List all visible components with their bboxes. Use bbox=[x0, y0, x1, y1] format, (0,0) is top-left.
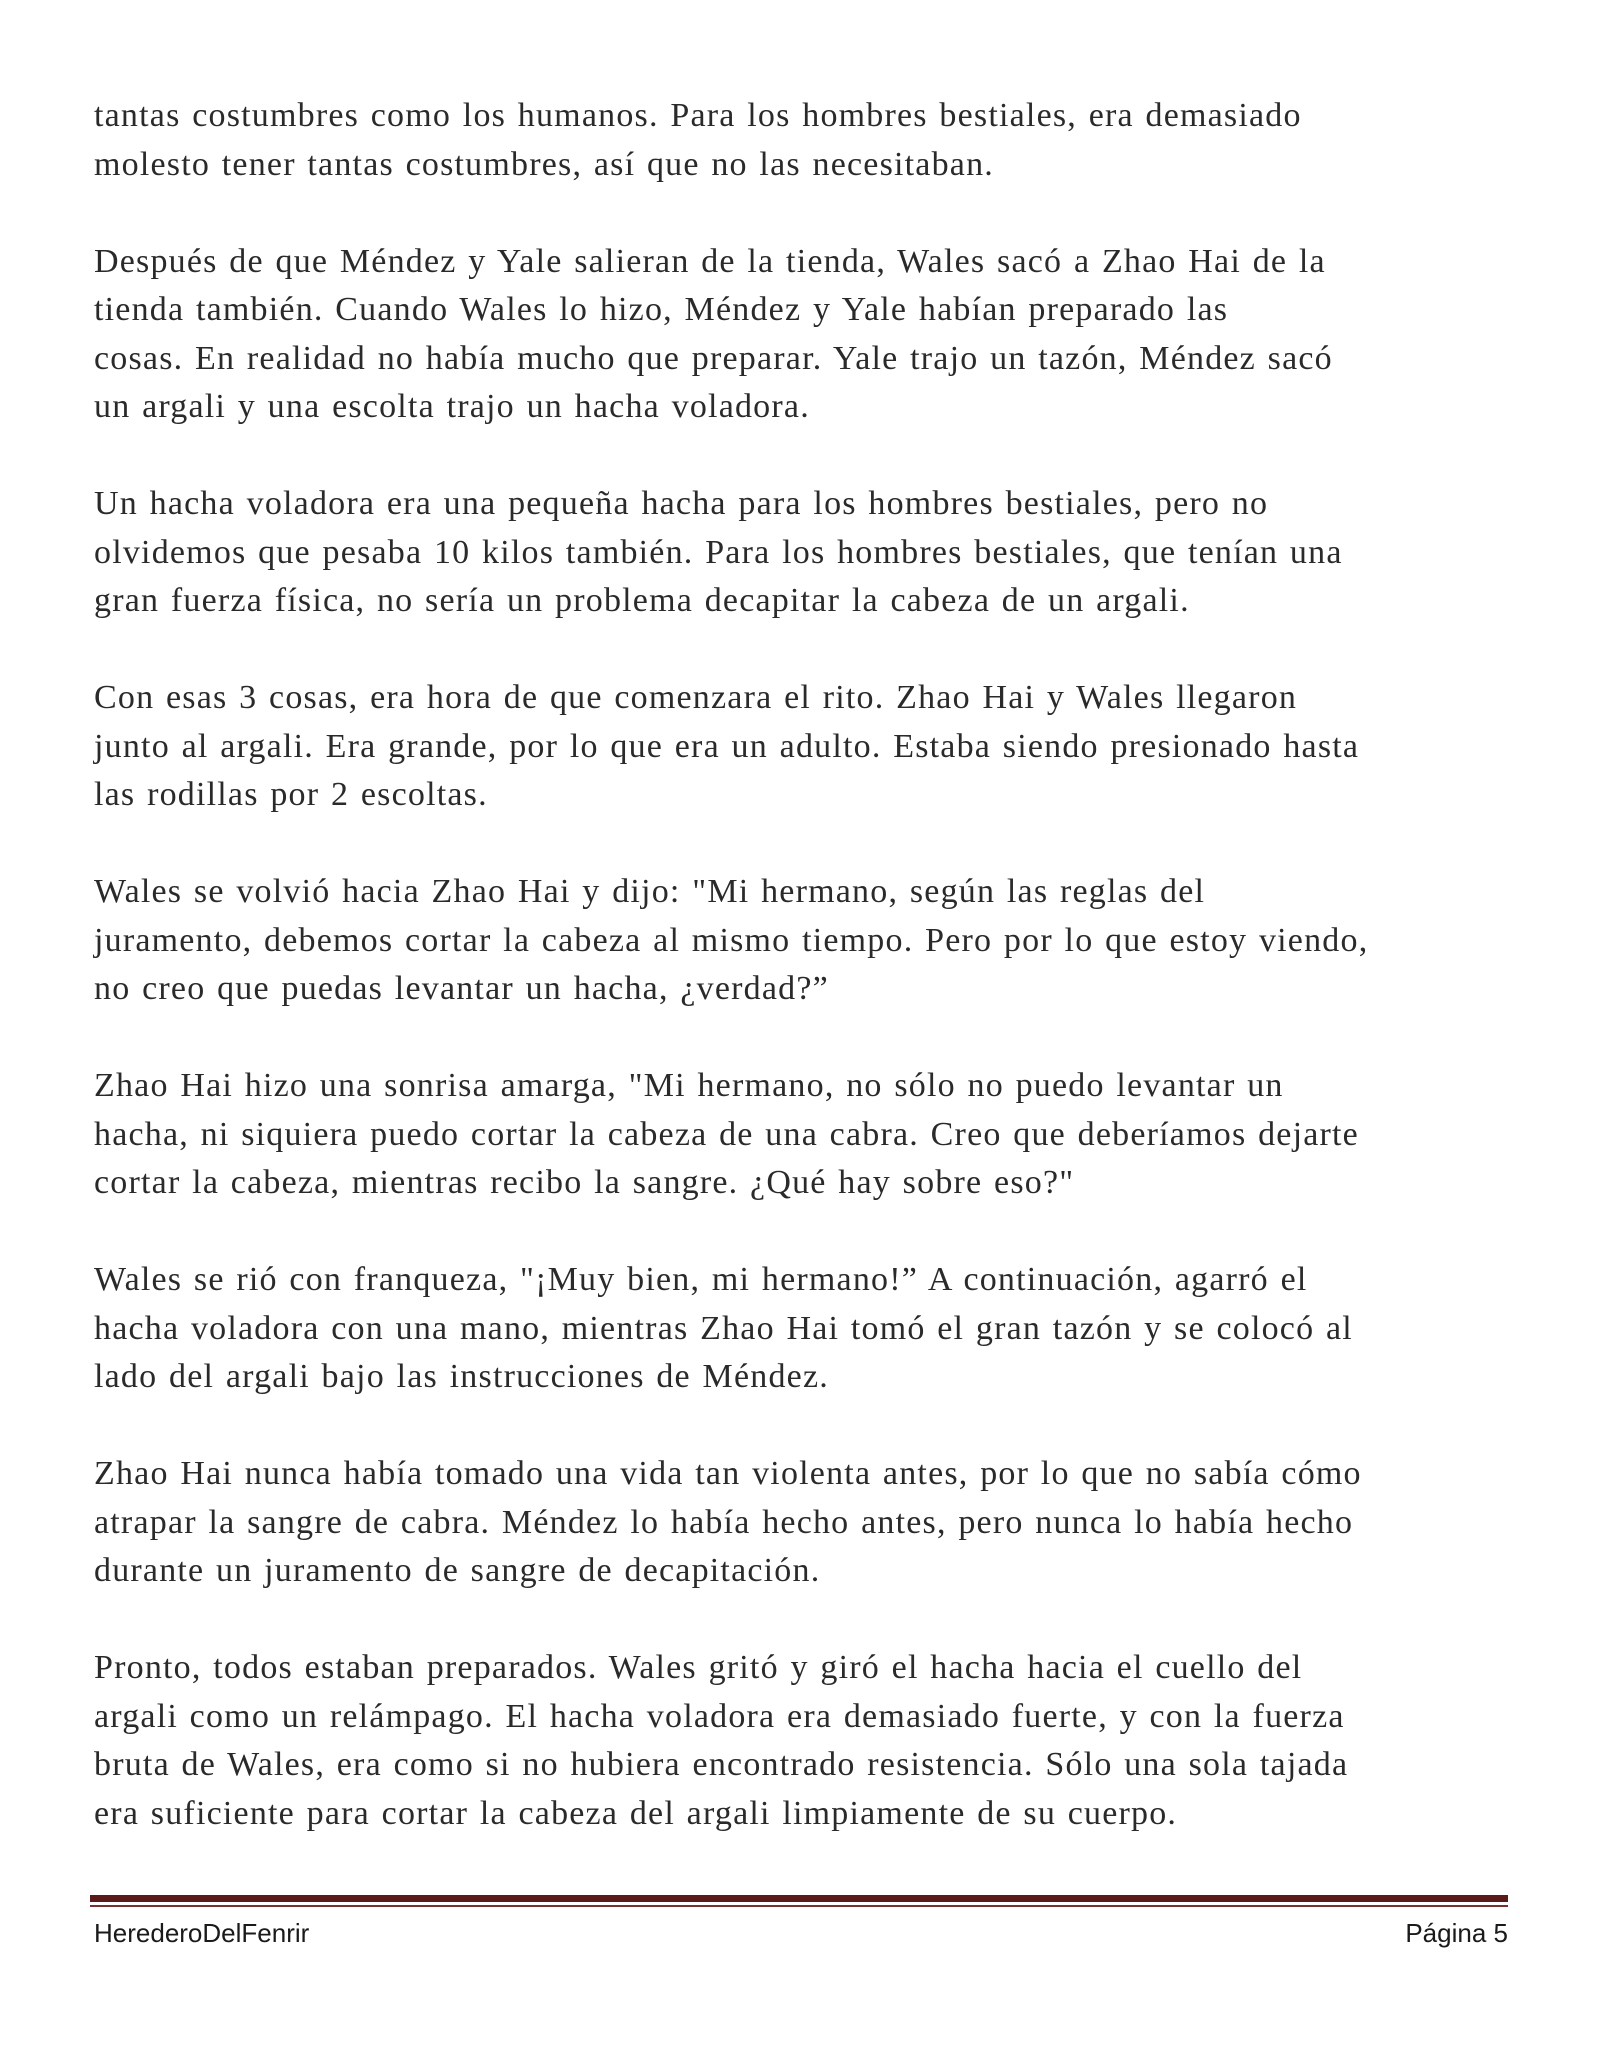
footer-divider-thick bbox=[90, 1895, 1508, 1902]
paragraph-5 bbox=[94, 868, 1514, 1014]
paragraph-2 bbox=[94, 238, 1514, 432]
paragraph-7 bbox=[94, 1256, 1514, 1402]
text-line: Después de que Méndez y Yale salieran de la tienda, Wales sacó a Zhao Hai de la bbox=[94, 242, 1326, 280]
paragraph-4 bbox=[94, 674, 1514, 820]
text-line: atrapar la sangre de cabra. Méndez lo había hecho antes, pero nunca lo había hecho bbox=[94, 1503, 1354, 1541]
paragraph-9 bbox=[94, 1644, 1514, 1838]
text-line: juramento, debemos cortar la cabeza al mismo tiempo. Pero por lo que estoy viendo, bbox=[94, 921, 1369, 959]
text-line: olvidemos que pesaba 10 kilos también. Para los hombres bestiales, que tenían una bbox=[94, 533, 1343, 571]
footer-author: HerederoDelFenrir bbox=[94, 1918, 310, 1948]
text-line: cortar la cabeza, mientras recibo la sangre. ¿Qué hay sobre eso?" bbox=[94, 1164, 1075, 1201]
text-line: hacha voladora con una mano, mientras Zhao Hai tomó el gran tazón y se colocó al bbox=[94, 1309, 1353, 1347]
text-line: cosas. En realidad no había mucho que preparar. Yale trajo un tazón, Méndez sacó bbox=[94, 339, 1333, 377]
text-line: tantas costumbres como los humanos. Para los hombres bestiales, era demasiado bbox=[94, 97, 1302, 134]
paragraph-6 bbox=[94, 1062, 1514, 1208]
text-line: molesto tener tantas costumbres, así que no las necesitaban. bbox=[94, 145, 994, 183]
text-line: no creo que puedas levantar un hacha, ¿verdad?” bbox=[94, 970, 829, 1007]
footer-divider-thin bbox=[90, 1905, 1508, 1907]
paragraph-8 bbox=[94, 1450, 1514, 1596]
text-line: Wales se rió con franqueza, "¡Muy bien, mi hermano!” A continuación, agarró el bbox=[94, 1261, 1308, 1298]
paragraph-1 bbox=[94, 92, 1514, 189]
text-line: durante un juramento de sangre de decapitación. bbox=[94, 1552, 821, 1589]
text-line: Un hacha voladora era una pequeña hacha para los hombres bestiales, pero no bbox=[94, 485, 1269, 522]
paragraph-3 bbox=[94, 480, 1514, 626]
text-line: gran fuerza física, no sería un problema decapitar la cabeza de un argali. bbox=[94, 582, 1190, 619]
text-line: argali como un relámpago. El hacha voladora era demasiado fuerte, y con la fuerza bbox=[94, 1697, 1345, 1735]
text-line: Wales se volvió hacia Zhao Hai y dijo: "Mi hermano, según las reglas del bbox=[94, 873, 1206, 910]
text-line: bruta de Wales, era como si no hubiera encontrado resistencia. Sólo una sola tajada bbox=[94, 1746, 1349, 1783]
text-line: Zhao Hai hizo una sonrisa amarga, "Mi hermano, no sólo no puedo levantar un bbox=[94, 1067, 1284, 1104]
text-line: un argali y una escolta trajo un hacha voladora. bbox=[94, 388, 810, 425]
text-line: junto al argali. Era grande, por lo que era un adulto. Estaba siendo presionado hasta bbox=[94, 727, 1360, 765]
text-line: Con esas 3 cosas, era hora de que comenzara el rito. Zhao Hai y Wales llegaron bbox=[94, 679, 1298, 716]
text-line: tienda también. Cuando Wales lo hizo, Méndez y Yale habían preparado las bbox=[94, 291, 1229, 328]
footer-divider bbox=[90, 1895, 1508, 1907]
text-line: era suficiente para cortar la cabeza del argali limpiamente de su cuerpo. bbox=[94, 1794, 1178, 1832]
text-line: Zhao Hai nunca había tomado una vida tan violenta antes, por lo que no sabía cómo bbox=[94, 1455, 1362, 1492]
text-line: hacha, ni siquiera puedo cortar la cabeza de una cabra. Creo que deberíamos dejarte bbox=[94, 1115, 1359, 1153]
text-line: Pronto, todos estaban preparados. Wales gritó y giró el hacha hacia el cuello del bbox=[94, 1649, 1303, 1686]
text-line: las rodillas por 2 escoltas. bbox=[94, 776, 488, 813]
page-number: Página 5 bbox=[1405, 1918, 1508, 1948]
body-text bbox=[94, 92, 1514, 1887]
text-line: lado del argali bajo las instrucciones de Méndez. bbox=[94, 1358, 829, 1395]
